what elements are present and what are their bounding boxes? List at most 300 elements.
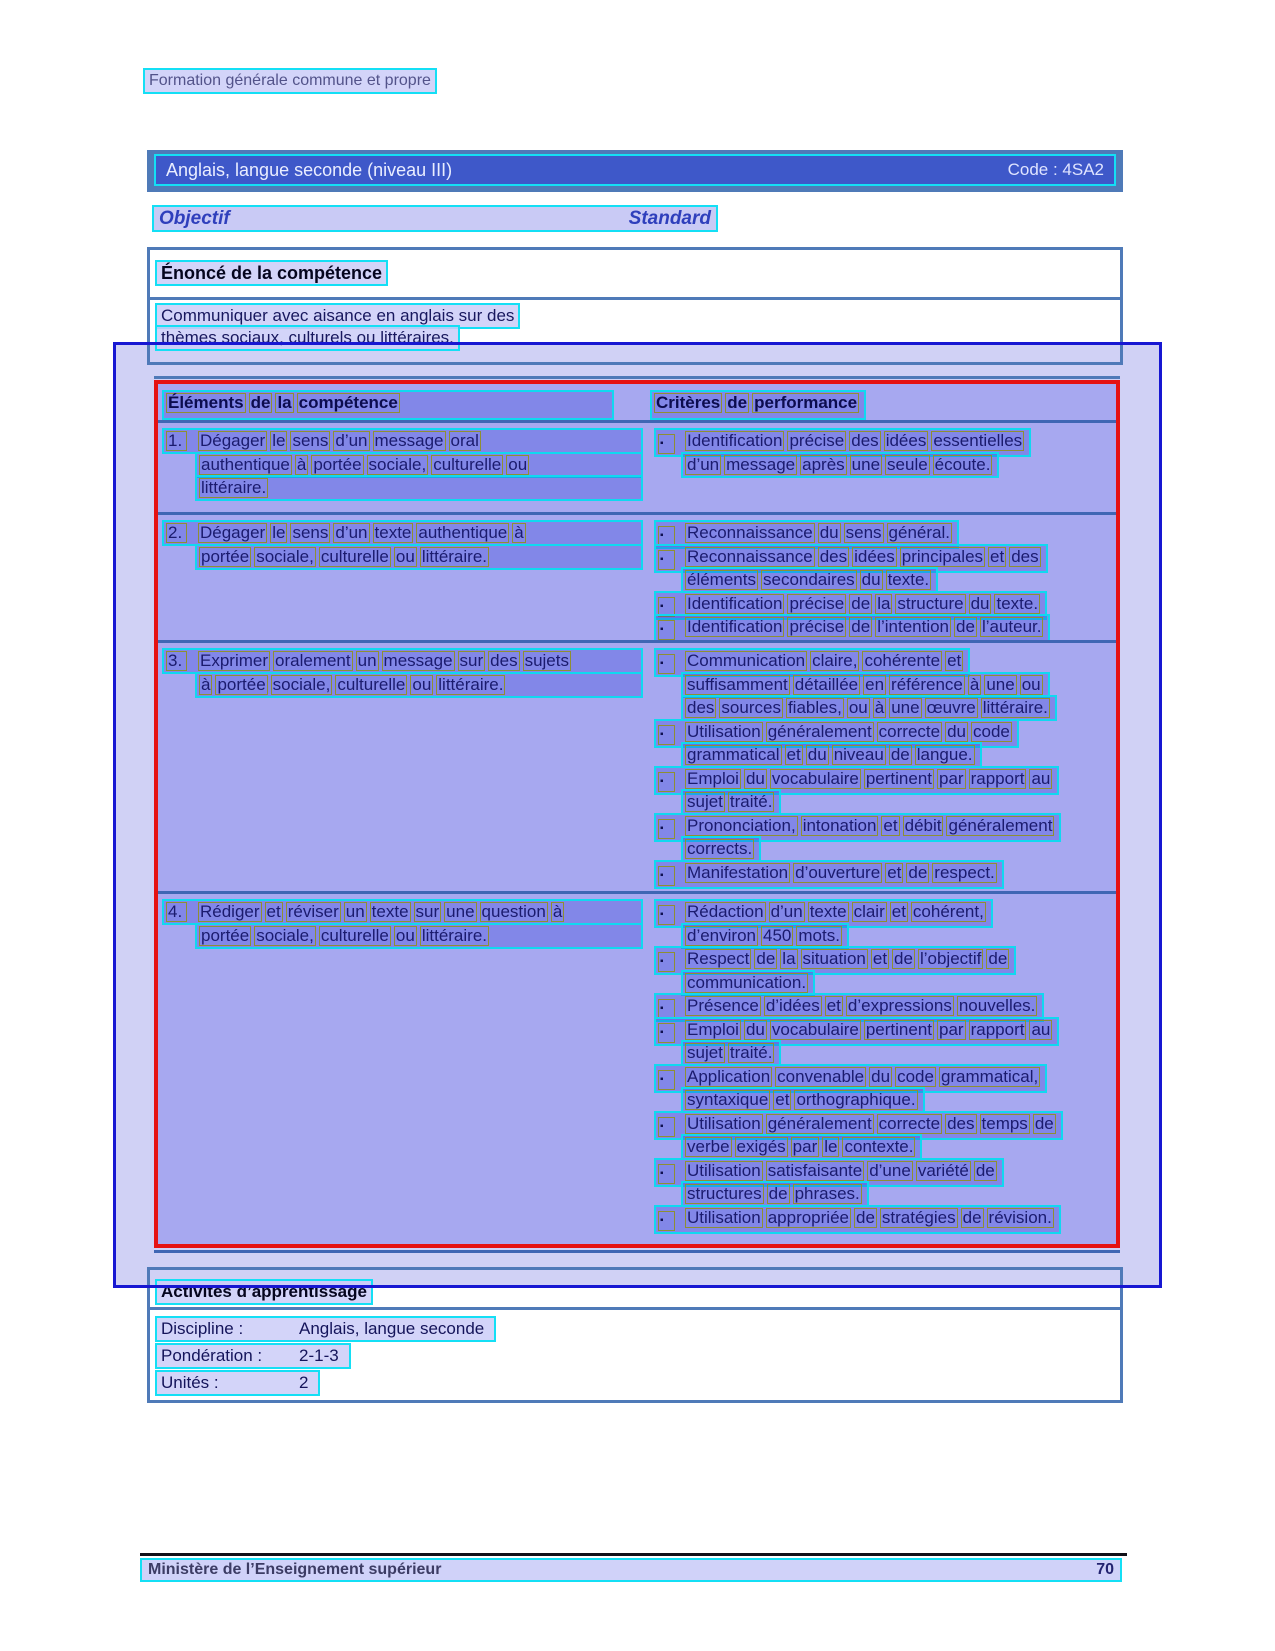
unites-value: 2 (299, 1373, 309, 1392)
word-box: et (990, 546, 1005, 566)
word-box: et (891, 902, 906, 921)
word-box: compétence (298, 393, 398, 412)
word-box: Application (687, 1066, 771, 1086)
word-box: de (250, 393, 271, 412)
bullet-icon: ▪ (658, 434, 675, 454)
text-row (681, 672, 1116, 696)
word-box: littéraire. (201, 478, 267, 497)
word-box: sujet (687, 1043, 723, 1062)
word-box: Dégager (200, 431, 266, 450)
word-box: nouvelles. (958, 996, 1036, 1015)
word-box: portée (201, 925, 250, 945)
course-code: Code : 4SA2 (1007, 160, 1104, 179)
word-box: éléments (687, 570, 756, 589)
word-box: traité. (729, 792, 773, 811)
discipline-label: Discipline : (161, 1319, 244, 1338)
word-box: texte (374, 523, 412, 542)
word-box: la (877, 593, 891, 613)
ocr-line-box (681, 836, 761, 862)
bullet-icon: ▪ (658, 550, 675, 570)
ocr-line-box (155, 1316, 496, 1342)
ocr-line-box (654, 614, 1050, 640)
word-box: au (1031, 1019, 1051, 1039)
word-box: et (266, 902, 281, 921)
word-box: sociale, (272, 674, 331, 694)
word-box: sur (415, 902, 440, 921)
text-row (162, 648, 647, 672)
word-box: d’un (687, 454, 720, 474)
word-box: et (947, 651, 962, 670)
page-footer (140, 1558, 1122, 1582)
ocr-line-box (195, 452, 643, 478)
word-box: d’une (869, 1160, 911, 1180)
word-box: structure (897, 593, 964, 613)
word-box: ou (848, 698, 868, 717)
word-box: sens (292, 523, 329, 542)
bullet-icon: ▪ (658, 597, 675, 617)
element-cell (158, 643, 647, 891)
word-box: correcte (878, 1113, 941, 1133)
word-box: convenable (777, 1066, 865, 1086)
element-cell (158, 894, 647, 1244)
ocr-line-box (195, 672, 643, 698)
word-box: précise (789, 617, 845, 636)
word-box: grammatical (687, 745, 780, 764)
enonce-box (147, 247, 1123, 365)
word-box: sens (845, 523, 882, 542)
word-box: d’un (335, 431, 368, 450)
item-number: 1. (166, 431, 187, 451)
text-row (654, 648, 1116, 672)
word-box: niveau (833, 745, 884, 764)
word-box: Rédiger (200, 902, 260, 921)
word-box: communication. (687, 972, 807, 992)
ocr-line-box (681, 672, 1050, 698)
word-box: en (865, 674, 885, 694)
bullet-icon: ▪ (658, 772, 675, 792)
word-box: ou (395, 925, 415, 945)
criteria-cell (647, 643, 1116, 891)
text-row (155, 303, 1120, 325)
word-box: du (871, 1066, 891, 1086)
word-box: de (768, 1184, 788, 1203)
course-title: Anglais, langue seconde (niveau III) (166, 159, 453, 180)
text-row (155, 325, 1120, 347)
word-box: Utilisation (687, 1113, 761, 1133)
word-box: et (786, 745, 801, 764)
word-box: Respect (687, 949, 750, 968)
word-box: texte (371, 902, 409, 921)
word-box: sur (459, 651, 484, 670)
word-box: précise (789, 593, 845, 613)
footer-page-number: 70 (1096, 1561, 1114, 1578)
word-box: code (897, 1066, 934, 1086)
word-box: de (908, 862, 928, 882)
word-box: l’objectif (919, 949, 982, 968)
word-box: révision. (988, 1207, 1052, 1227)
word-box: des (947, 1113, 975, 1133)
text-row (681, 695, 1116, 719)
ocr-line-box: thèmes sociaux, culturels ou littéraires. (155, 325, 460, 351)
word-box: d’idées (765, 996, 820, 1015)
word-box: portée (201, 546, 250, 566)
word-box: Identification (687, 431, 783, 450)
word-box: sujets (524, 651, 569, 670)
standard-heading: Standard (628, 207, 711, 229)
ocr-line-box (681, 695, 1057, 721)
text-row (654, 1205, 1116, 1229)
word-box: Utilisation (687, 721, 761, 741)
text-row (654, 860, 1116, 884)
word-box: suffisamment (687, 674, 788, 694)
word-box: performance (754, 393, 858, 412)
ocr-line-box (681, 567, 938, 593)
activites-box (147, 1267, 1123, 1403)
word-box: de (962, 1207, 982, 1227)
text-row (681, 452, 1116, 476)
word-box: culturelle (320, 546, 389, 566)
word-box: Prononciation, (687, 815, 796, 835)
bullet-icon: ▪ (658, 1164, 675, 1184)
text-row (654, 813, 1116, 837)
word-box: authentique (418, 523, 508, 542)
word-box: de (956, 617, 975, 636)
text-row (654, 520, 1116, 544)
objectif-standard-band (152, 205, 718, 232)
ocr-line-box (155, 1370, 320, 1396)
word-box: des (819, 546, 848, 566)
word-box: du (807, 745, 827, 764)
table-row (158, 894, 1116, 1244)
activites-body (150, 1310, 1120, 1397)
ocr-line-box (681, 452, 999, 478)
word-box: Dégager (200, 523, 266, 542)
word-box: littéraire. (982, 698, 1048, 717)
word-box: culturelle (337, 674, 406, 694)
word-box: le (272, 431, 286, 450)
word-box: débit (904, 815, 942, 835)
word-box: intonation (802, 815, 877, 835)
item-number: 4. (166, 902, 187, 922)
word-box: temps (981, 1113, 1028, 1133)
bullet-icon: ▪ (658, 654, 675, 674)
word-box: vocabulaire (771, 1019, 859, 1039)
ocr-line-box (654, 1205, 1061, 1234)
bullet-icon: ▪ (658, 819, 675, 839)
word-box: d’un (335, 523, 368, 542)
word-box: une (851, 454, 881, 474)
word-box: Communication (687, 651, 806, 670)
word-box: du (861, 570, 881, 589)
text-row (195, 672, 647, 696)
ocr-line-box (162, 899, 643, 925)
word-box: une (891, 698, 920, 717)
word-box: phrases. (794, 1184, 860, 1203)
ocr-line-box (162, 648, 643, 674)
table-top-steel-border (154, 376, 1120, 379)
ponderation-label: Pondération : (161, 1346, 263, 1365)
bullet-icon: ▪ (658, 725, 675, 745)
word-box: respect. (934, 862, 995, 882)
word-box: œuvre (926, 698, 976, 717)
word-box: par (792, 1137, 818, 1156)
word-box: Reconnaissance (687, 523, 813, 542)
word-box: généralement (767, 721, 872, 741)
text-row (654, 993, 1116, 1017)
word-box: et (887, 862, 902, 882)
word-box: authentique (201, 454, 290, 474)
word-box: du (745, 1019, 765, 1039)
text-row (162, 520, 647, 544)
word-box: idées (885, 431, 927, 450)
word-box: sociale, (256, 925, 314, 945)
ocr-line-box (681, 742, 982, 768)
word-box: pertinent (865, 768, 933, 788)
word-box: pertinent (865, 1019, 933, 1039)
word-box: du (970, 593, 990, 613)
word-box: et (775, 1090, 790, 1109)
table-col2-header (650, 390, 866, 420)
word-box: à (874, 698, 885, 717)
word-box: variété (917, 1160, 969, 1180)
text-row (195, 923, 647, 947)
word-box: d’environ (687, 925, 756, 945)
word-box: culturelle (433, 454, 502, 474)
word-box: par (939, 768, 964, 788)
ocr-line-box (195, 923, 643, 949)
element-cell (158, 515, 647, 640)
ocr-line-box (681, 1040, 781, 1066)
word-box: généralement (767, 1113, 872, 1133)
ocr-line-box (681, 970, 815, 996)
word-box: principales (901, 546, 984, 566)
word-box: idées (854, 546, 895, 566)
word-box: secondaires (762, 570, 855, 589)
word-box: d’ouverture (795, 862, 881, 882)
footer-divider-line (140, 1553, 1127, 1556)
word-box: de (756, 949, 776, 968)
word-box: des (851, 431, 879, 450)
table-col1-header (162, 390, 614, 420)
word-box: détaillée (794, 674, 859, 694)
word-box: l’intention (877, 617, 950, 636)
word-box: généralement (948, 815, 1053, 835)
word-box: la (782, 949, 796, 968)
text-row (195, 475, 647, 499)
ocr-line-box (162, 520, 643, 546)
word-box: de (975, 1160, 995, 1180)
bullet-icon: ▪ (658, 1211, 675, 1231)
criteria-cell (647, 515, 1116, 640)
word-box: message (726, 454, 796, 474)
word-box: général. (888, 523, 950, 542)
word-box: référence (891, 674, 963, 694)
word-box: texte. (887, 570, 930, 589)
text-row (654, 1111, 1116, 1135)
text-row (654, 591, 1116, 615)
word-box: cohérent, (912, 902, 984, 921)
word-box: une (446, 902, 475, 921)
objectif-heading: Objectif (159, 207, 230, 229)
course-header-bar (147, 150, 1123, 192)
word-box: par (939, 1019, 964, 1039)
ocr-line-box: Communiquer avec aisance en anglais sur des (155, 303, 520, 329)
unites-label: Unités : (161, 1373, 219, 1392)
word-box: l’auteur. (981, 617, 1042, 636)
bullet-icon: ▪ (658, 1023, 675, 1043)
word-box: grammatical, (940, 1066, 1039, 1086)
competence-table (154, 380, 1120, 1248)
word-box: du (947, 721, 967, 741)
word-box: mots. (798, 925, 840, 945)
word-box: à (514, 523, 524, 542)
word-box: corrects. (687, 839, 753, 858)
word-box: et (872, 949, 888, 968)
word-box: et (826, 996, 841, 1015)
text-row (681, 567, 1116, 591)
word-box: message (383, 651, 453, 670)
word-box: de (851, 617, 871, 636)
word-box: appropriée (767, 1207, 849, 1227)
word-box: portée (217, 674, 266, 694)
word-box: Identification (687, 593, 783, 613)
word-box: Identification (687, 617, 783, 636)
word-box: des (490, 651, 518, 670)
word-box: contexte. (844, 1137, 914, 1156)
ocr-line-box (681, 1087, 925, 1113)
word-box: Exprimer (200, 651, 269, 670)
word-box: oralement (275, 651, 351, 670)
activites-row-discipline (155, 1316, 1120, 1343)
item-number: 3. (166, 651, 187, 671)
word-box: des (1011, 546, 1039, 566)
word-box: Utilisation (687, 1207, 761, 1227)
word-box: sens (292, 431, 329, 450)
word-box: et (883, 815, 898, 835)
text-row (681, 742, 1116, 766)
activites-row-ponderation (155, 1343, 1120, 1370)
word-box: Présence (687, 996, 759, 1015)
ocr-line-box (162, 428, 643, 454)
word-box: le (272, 523, 286, 542)
ocr-line-box (195, 475, 643, 501)
word-box: message (374, 431, 444, 450)
text-row (654, 1064, 1116, 1088)
word-box: ou (1021, 674, 1041, 694)
ocr-line-box (681, 1181, 869, 1207)
ocr-line-box (154, 154, 1116, 186)
activites-heading-row (150, 1270, 1120, 1310)
bullet-icon: ▪ (658, 952, 675, 972)
word-box: réviser (287, 902, 339, 921)
word-box: de (890, 745, 910, 764)
word-box: texte (809, 902, 847, 921)
word-box: stratégies (881, 1207, 956, 1227)
word-box: de (988, 949, 1008, 968)
ocr-line-box (654, 860, 1004, 889)
word-box: d’un (770, 902, 803, 921)
word-box: portée (313, 454, 362, 474)
word-box: orthographique. (796, 1090, 916, 1109)
enonce-body (150, 300, 1120, 347)
word-box: d’expressions (847, 996, 952, 1015)
word-box: le (824, 1137, 838, 1156)
table-row (158, 423, 1116, 515)
word-box: syntaxique (687, 1090, 769, 1109)
ocr-line-box: Formation générale commune et propre (143, 68, 437, 94)
text-row (654, 544, 1116, 568)
word-box: littéraire. (438, 674, 504, 694)
word-box: texte. (996, 593, 1039, 613)
word-box: langue. (916, 745, 973, 764)
document-category-label (143, 68, 437, 94)
text-row (654, 946, 1116, 970)
text-row (654, 1158, 1116, 1182)
text-row (654, 766, 1116, 790)
word-box: verbe (687, 1137, 730, 1156)
word-box: écoute. (934, 454, 991, 474)
word-box: du (819, 523, 839, 542)
word-box: un (357, 651, 377, 670)
word-box: seule (887, 454, 928, 474)
word-box: ou (412, 674, 432, 694)
table-rows (158, 423, 1116, 1244)
enonce-heading: Énoncé de la compétence (155, 260, 388, 286)
word-box: question (481, 902, 546, 921)
bullet-icon: ▪ (658, 905, 675, 925)
text-row (654, 719, 1116, 743)
word-box: Emploi (687, 768, 739, 788)
word-box: essentielles (933, 431, 1023, 450)
word-box: à (296, 454, 307, 474)
word-box: claire, (812, 651, 858, 670)
bullet-icon: ▪ (658, 866, 675, 886)
word-box: à (552, 902, 563, 921)
word-box: situation (802, 949, 866, 968)
table-row (158, 515, 1116, 643)
word-box: vocabulaire (771, 768, 859, 788)
word-box: ou (508, 454, 528, 474)
item-number: 2. (166, 523, 187, 543)
activites-row-unites (155, 1370, 1120, 1397)
word-box: sujet (687, 792, 723, 811)
word-box: précise (789, 431, 845, 450)
bullet-icon: ▪ (658, 1117, 675, 1137)
word-box: à (201, 674, 211, 694)
ocr-line-box (681, 1134, 922, 1160)
text-row (654, 899, 1116, 923)
bullet-icon: ▪ (658, 526, 675, 546)
word-box: à (969, 674, 980, 694)
ponderation-value: 2-1-3 (299, 1346, 339, 1365)
word-box: exigés (736, 1137, 786, 1156)
bullet-icon: ▪ (658, 620, 675, 640)
word-box: satisfaisante (767, 1160, 863, 1180)
word-box: après (802, 454, 845, 474)
word-box: clair (853, 902, 885, 921)
enonce-heading-row (150, 250, 1120, 300)
discipline-value: Anglais, langue seconde (299, 1319, 485, 1338)
word-box: littéraire. (421, 546, 487, 566)
text-row (162, 899, 647, 923)
word-box: un (345, 902, 365, 921)
word-box: Critères (656, 393, 721, 412)
text-row (195, 544, 647, 568)
word-box: ou (395, 546, 415, 566)
word-box: de (855, 1207, 875, 1227)
table-bottom-steel-border (154, 1250, 1120, 1253)
word-box: au (1031, 768, 1051, 788)
